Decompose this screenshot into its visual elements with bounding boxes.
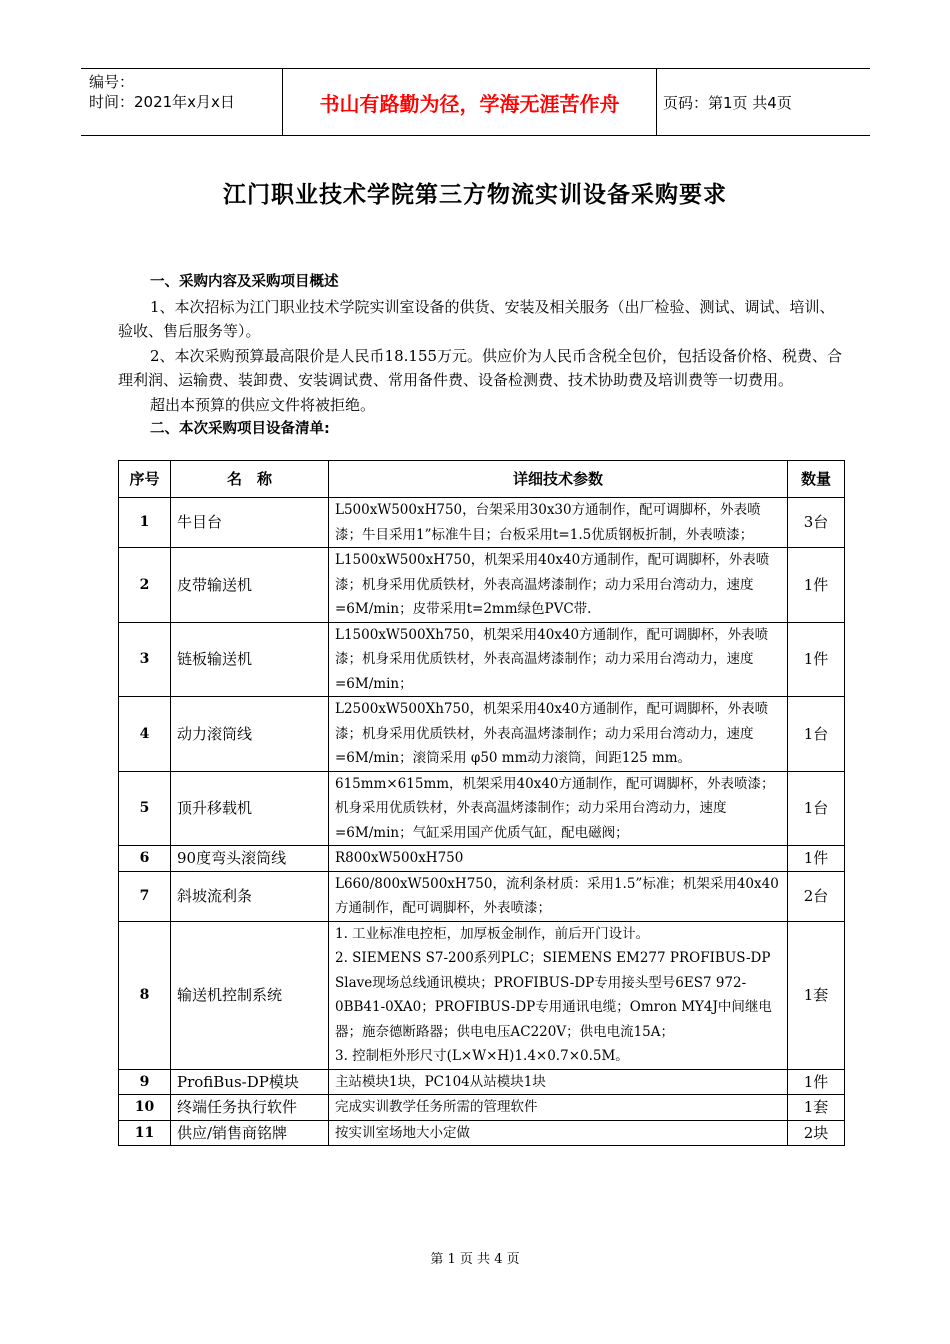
row-params: 1. 工业标准电控柜，加厚板金制作，前后开门设计。 2. SIEMENS S7-200系列PLC；SIEMENS EM277 PROFIBUS-DP Slave现场总线通讯模块；PROFIBUS-DP专用接头型号6ES7 972-0BB41-0XA0；PROFIBUS-DP专用通讯电缆；Omron MY4J中间继电器；施奈德断路器；供电电压AC220V；供电电流15A； 3. 控制柜外形尺寸(L×W×H)1.4×0.7×0.5M。 — [329, 921, 788, 1069]
row-name: 供应/销售商铭牌 — [171, 1120, 329, 1146]
col-no-header: 序号 — [119, 461, 171, 498]
row-name: 动力滚筒线 — [171, 697, 329, 772]
row-number: 2 — [119, 548, 171, 623]
row-params: L1500xW500xH750，机架采用40x40方通制作，配可调脚杯，外表喷漆；机身采用优质铁材，外表高温烤漆制作；动力采用台湾动力，速度=6M/min；皮带采用t=2mm绿色PVC带. — [329, 548, 788, 623]
table-row — [119, 622, 845, 697]
row-name: 终端任务执行软件 — [171, 1095, 329, 1121]
page-footer: 第 1 页 共 4 页 — [430, 1252, 520, 1267]
row-quantity: 1件 — [788, 846, 845, 872]
table-row — [119, 1095, 845, 1121]
document-title: 江门职业技术学院第三方物流实训设备采购要求 — [223, 181, 727, 208]
row-quantity: 1台 — [788, 697, 845, 772]
table-row — [119, 548, 845, 623]
row-number: 6 — [119, 846, 171, 872]
number-label: 编号： — [89, 73, 135, 91]
row-quantity: 1件 — [788, 1069, 845, 1095]
row-params: 按实训室场地大小定做 — [329, 1120, 788, 1146]
col-qty-header: 数量 — [788, 461, 845, 498]
section2-heading: 二、本次采购项目设备清单: — [150, 421, 330, 437]
table-header-row — [119, 461, 845, 498]
row-number: 4 — [119, 697, 171, 772]
col-params-header: 详细技术参数 — [329, 461, 788, 498]
row-params: 完成实训教学任务所需的管理软件 — [329, 1095, 788, 1121]
section1-heading: 一、采购内容及采购项目概述 — [150, 274, 339, 290]
row-params: R800xW500xH750 — [329, 846, 788, 872]
row-params: L1500xW500Xh750，机架采用40x40方通制作，配可调脚杯，外表喷漆；机身采用优质铁材，外表高温烤漆制作；动力采用台湾动力，速度=6M/min； — [329, 622, 788, 697]
row-params: L2500xW500Xh750，机架采用40x40方通制作，配可调脚杯，外表喷漆；机身采用优质铁材，外表高温烤漆制作；动力采用台湾动力，速度=6M/min；滚筒采用 φ50 mm动力滚筒，间距125 mm。 — [329, 697, 788, 772]
table-row — [119, 771, 845, 846]
section-overview — [118, 270, 844, 442]
table-row — [119, 697, 845, 772]
header-meta — [81, 69, 283, 135]
table-row — [119, 921, 845, 1069]
row-name: 牛目台 — [171, 498, 329, 548]
section1-paragraph-3: 超出本预算的供应文件将被拒绝。 — [150, 395, 376, 414]
row-number: 1 — [119, 498, 171, 548]
section1-paragraph-2: 2、本次采购预算最高限价是人民币18.155万元。供应价为人民币含税全包价，包括设备价格、税费、合理利润、运输费、装卸费、安装调试费、常用备件费、设备检测费、技术协助费及培训费等一切费用。 — [118, 346, 843, 389]
table-row — [119, 1120, 845, 1146]
equipment-table — [118, 460, 845, 1146]
row-quantity: 3台 — [788, 498, 845, 548]
row-name: 皮带输送机 — [171, 548, 329, 623]
row-quantity: 1套 — [788, 921, 845, 1069]
table-row — [119, 871, 845, 921]
row-quantity: 2块 — [788, 1120, 845, 1146]
date-label: 时间：2021年x月x日 — [89, 93, 235, 111]
row-name: ProfiBus-DP模块 — [171, 1069, 329, 1095]
row-name: 斜坡流利条 — [171, 871, 329, 921]
row-name: 顶升移载机 — [171, 771, 329, 846]
row-quantity: 1台 — [788, 771, 845, 846]
table-body — [119, 498, 845, 1146]
table-row — [119, 498, 845, 548]
row-number: 7 — [119, 871, 171, 921]
row-quantity: 1件 — [788, 548, 845, 623]
section1-paragraph-1: 1、本次招标为江门职业技术学院实训室设备的供货、安装及相关服务（出厂检验、测试、调试、培训、验收、售后服务等）。 — [118, 297, 835, 340]
row-number: 5 — [119, 771, 171, 846]
col-name-header: 名 称 — [171, 461, 329, 498]
row-number: 8 — [119, 921, 171, 1069]
row-number: 10 — [119, 1095, 171, 1121]
row-params: 615mm×615mm，机架采用40x40方通制作，配可调脚杯，外表喷漆；机身采用优质铁材，外表高温烤漆制作；动力采用台湾动力，速度=6M/min；气缸采用国产优质气缸，配电磁阀； — [329, 771, 788, 846]
page-header — [81, 68, 870, 136]
row-quantity: 2台 — [788, 871, 845, 921]
row-quantity: 1件 — [788, 622, 845, 697]
row-params: 主站模块1块，PC104从站模块1块 — [329, 1069, 788, 1095]
row-name: 90度弯头滚筒线 — [171, 846, 329, 872]
row-number: 9 — [119, 1069, 171, 1095]
header-page-info: 页码：第1页 共4页 — [663, 93, 792, 112]
header-motto: 书山有路勤为径，学海无涯苦作舟 — [283, 69, 657, 135]
table-row — [119, 1069, 845, 1095]
row-params: L500xW500xH750，台架采用30x30方通制作，配可调脚杯，外表喷漆；牛目采用1”标准牛目；台板采用t=1.5优质钢板折制，外表喷漆； — [329, 498, 788, 548]
row-number: 3 — [119, 622, 171, 697]
row-number: 11 — [119, 1120, 171, 1146]
row-name: 输送机控制系统 — [171, 921, 329, 1069]
table-row — [119, 846, 845, 872]
row-params: L660/800xW500xH750，流利条材质：采用1.5”标准；机架采用40x40方通制作，配可调脚杯，外表喷漆； — [329, 871, 788, 921]
row-quantity: 1套 — [788, 1095, 845, 1121]
row-name: 链板输送机 — [171, 622, 329, 697]
